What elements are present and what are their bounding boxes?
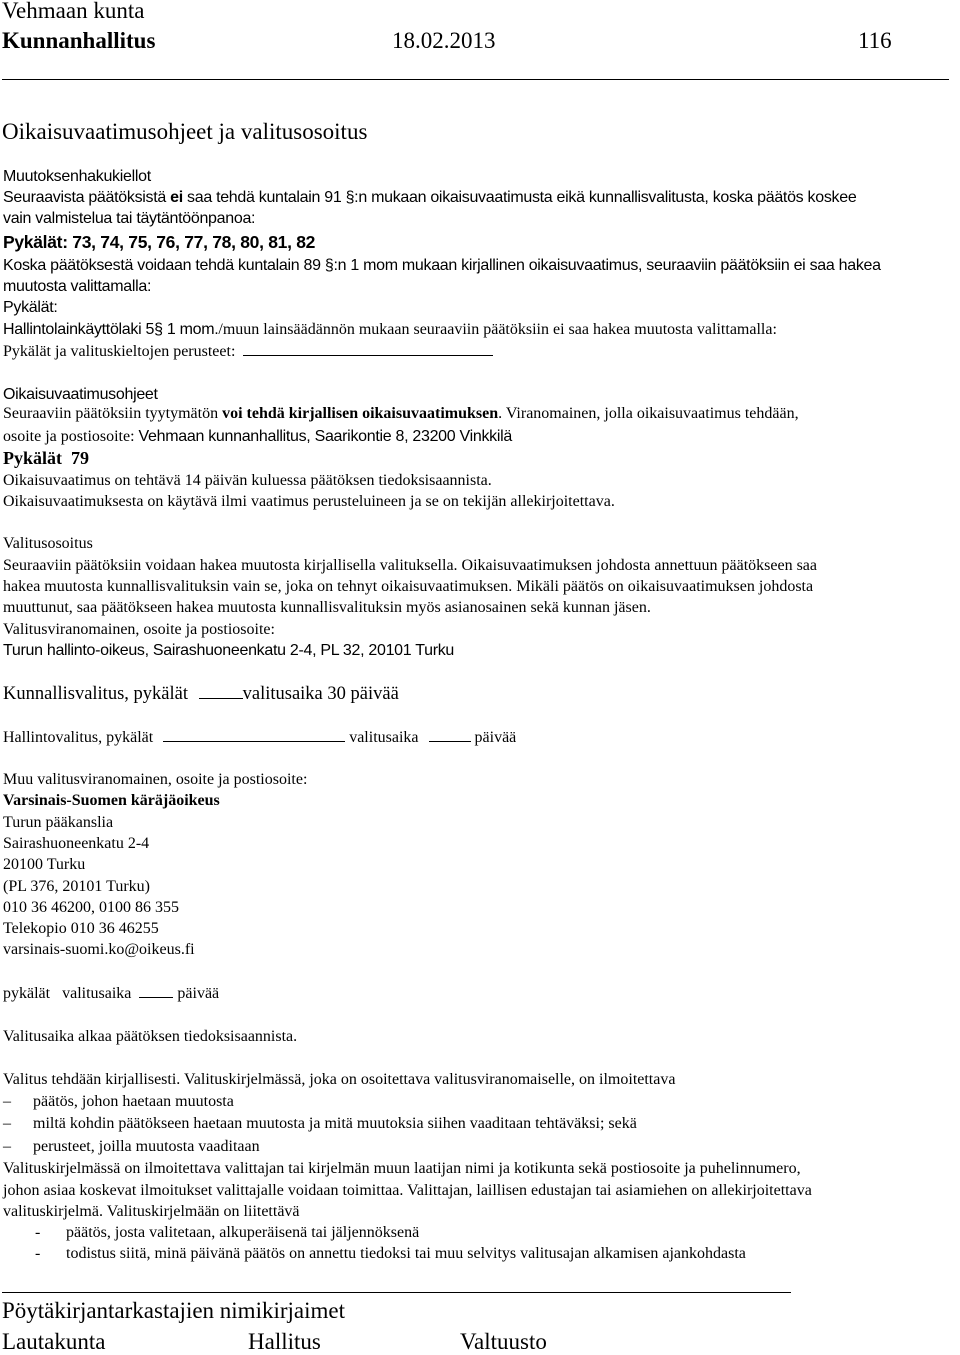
dash-item [3,1136,260,1157]
footer-rule [2,1292,791,1293]
footer-col-lautakunta: Lautakunta [2,1329,106,1354]
footer-col-valtuusto: Valtuusto [460,1329,547,1354]
attachment-item-text: todistus siitä, minä päivänä päätös on annettu tiedoksi tai muu selvitys valitusajan alkamisen ajankohdasta [66,1245,746,1262]
dash-bullet: – [3,1093,11,1110]
dash-bullet: – [3,1115,11,1132]
address-line: Turun pääkanslia [3,814,114,831]
text-fragment: päivää [177,985,220,1002]
dash-item [3,1091,234,1112]
text-fragment: Hallintolainkäyttölaki 5§ 1 mom. [3,321,219,338]
header-rule [2,79,949,80]
text-line: Oikaisuvaatimus on tehtävä 14 päivän kuluessa päätöksen tiedoksisaannista. [3,472,492,489]
kunnallisvalitus-line [3,682,399,706]
attachment-item [35,1243,746,1264]
board-name: Kunnanhallitus [2,28,156,53]
address-line: Telekopio 010 36 46255 [3,920,159,937]
text-fragment: . Viranomainen, jolla oikaisuvaatimus tehdään, [498,405,799,422]
dash-item-text: päätös, johon haetaan muutosta [33,1093,234,1110]
text-line: muuttunut, saa päätökseen hakea muutosta kunnallisvalituksin myös asianosainen sekä kunnan jäsen. [3,599,651,616]
hyphen-bullet: - [35,1224,41,1241]
blank-line [139,983,173,998]
text-line: Pykälät: [3,299,58,316]
section-heading-muutoksenhakukiellot: Muutoksenhakukiellot [3,168,151,185]
hyphen-bullet: - [35,1245,41,1262]
municipality-name: Vehmaan kunta [2,0,145,23]
footer-col-hallitus: Hallitus [248,1329,321,1354]
attachment-item [35,1222,419,1243]
attachment-item-text: päätös, josta valitetaan, alkuperäisenä tai jäljennöksenä [66,1224,420,1241]
text-line: Turun hallinto-oikeus, Sairashuoneenkatu 2-4, PL 32, 20101 Turku [3,642,455,659]
address-line: 20100 Turku [3,856,86,873]
text-fragment: /muun lainsäädännön mukaan seuraaviin päätöksiin ei saa hakea muutosta valittamalla: [218,321,777,338]
text-fragment: Hallintovalitus, pykälät [3,729,154,746]
section-heading-valitusosoitus: Valitusosoitus [3,535,93,552]
address-line: (PL 376, 20101 Turku) [3,878,150,895]
text-fragment: Vehmaan kunnanhallitus, Saarikontie 8, 23200 Vinkkilä [138,428,512,445]
hallintovalitus-line [3,727,516,748]
address-line: 010 36 46200, 0100 86 355 [3,899,179,916]
text-fragment: päivää [474,729,517,746]
text-line: valituskirjelmä. Valituskirjelmään on liitettävä [3,1203,300,1220]
text-fragment: Seuraavista päätöksistä [3,189,171,206]
valitusaika-alkaa: Valitusaika alkaa päätöksen tiedoksisaannista. [3,1028,298,1045]
text-fragment: valitusaika [349,729,419,746]
dash-item [3,1113,637,1134]
text-line [3,403,799,424]
text-fragment: Seuraaviin päätöksiin tyytymätön [3,405,223,422]
text-fragment: saa tehdä kuntalain 91 §:n mukaan oikaisuvaatimusta eikä kunnallisvalitusta, koska päätös koskee [182,189,857,206]
text-fragment: osoite ja postiosoite: [3,428,139,445]
emphasis: voi tehdä kirjallisen oikaisuvaatimuksen [222,405,499,422]
text-fragment: Pykälät ja valituskieltojen perusteet: [3,343,236,360]
meeting-date: 18.02.2013 [392,28,496,53]
section-heading-oikaisuvaatimus: Oikaisuvaatimusohjeet [3,386,158,403]
page-title: Oikaisuvaatimusohjeet ja valitusosoitus [2,119,368,144]
text-line: Koska päätöksestä voidaan tehdä kuntalain 89 §:n 1 mom mukaan kirjallinen oikaisuvaatimus, seuraaviin päätöksiin ei saa hakea [3,257,881,274]
emphasis: ei [170,189,183,206]
text-fragment: valitusaika 30 päivää [242,684,399,704]
pykalat-valitusaika-line [3,983,219,1004]
pykalat-list: Pykälät: 73, 74, 75, 76, 77, 78, 80, 81, 82 [3,232,316,252]
text-line: Seuraaviin päätöksiin voidaan hakea muutosta kirjallisella valituksella. Oikaisuvaatimuksen johdosta annettuun päätökseen saa [3,557,817,574]
text-fragment: Kunnallisvalitus, pykälät [3,684,188,704]
court-name: Varsinais-Suomen käräjäoikeus [3,792,220,809]
text-line: Valitusviranomainen, osoite ja postiosoite: [3,621,275,638]
text-line: muutosta valittamalla: [3,278,152,295]
page-number: 116 [858,28,892,53]
text-line: Valituskirjelmässä on ilmoitettava valittajan tai kirjelmän muun laatijan nimi ja kotikunta sekä postiosoite ja puhelinnumero, [3,1160,801,1177]
dash-bullet: – [3,1138,11,1155]
text-line [3,187,856,208]
text-line: johon asiaa koskevat ilmoitukset valittajalle voidaan toimittaa. Valittajan, laillisen edustajan tai asiamiehen on allekirjoitettava [3,1182,812,1199]
email-address: varsinais-suomi.ko@oikeus.fi [3,941,195,958]
muu-viranomainen-heading: Muu valitusviranomainen, osoite ja postiosoite: [3,771,308,788]
dash-item-text: miltä kohdin päätökseen haetaan muutosta ja mitä muutoksia siihen vaaditaan tehtäväksi; sekä [33,1115,637,1132]
text-fragment: pykälät valitusaika [3,985,132,1002]
text-line: vain valmistelua tai täytäntöönpanoa: [3,210,256,227]
blank-line [429,727,471,742]
footer-title: Pöytäkirjantarkastajien nimikirjaimet [2,1298,345,1323]
blank-line [199,684,243,699]
text-line: hakea muutosta kunnallisvalituksin vain se, joka on tehnyt oikaisuvaatimuksen. Mikäli päätös on oikaisuvaatimuksen johdosta [3,578,814,595]
blank-line [163,727,345,742]
text-line [3,319,777,340]
text-line: Oikaisuvaatimuksesta on käytävä ilmi vaatimus perusteluineen ja se on tekijän allekirjoitettava. [3,493,615,510]
blank-line [243,341,493,356]
dash-item-text: perusteet, joilla muutosta vaaditaan [33,1138,260,1155]
text-line [3,426,512,447]
address-line: Sairashuoneenkatu 2-4 [3,835,150,852]
pykalat-oikaisu: Pykälät 79 [3,448,90,468]
text-line: Valitus tehdään kirjallisesti. Valituskirjelmässä, joka on osoitettava valitusviranomaiselle, on ilmoitettava [3,1071,676,1088]
text-line [3,341,493,362]
